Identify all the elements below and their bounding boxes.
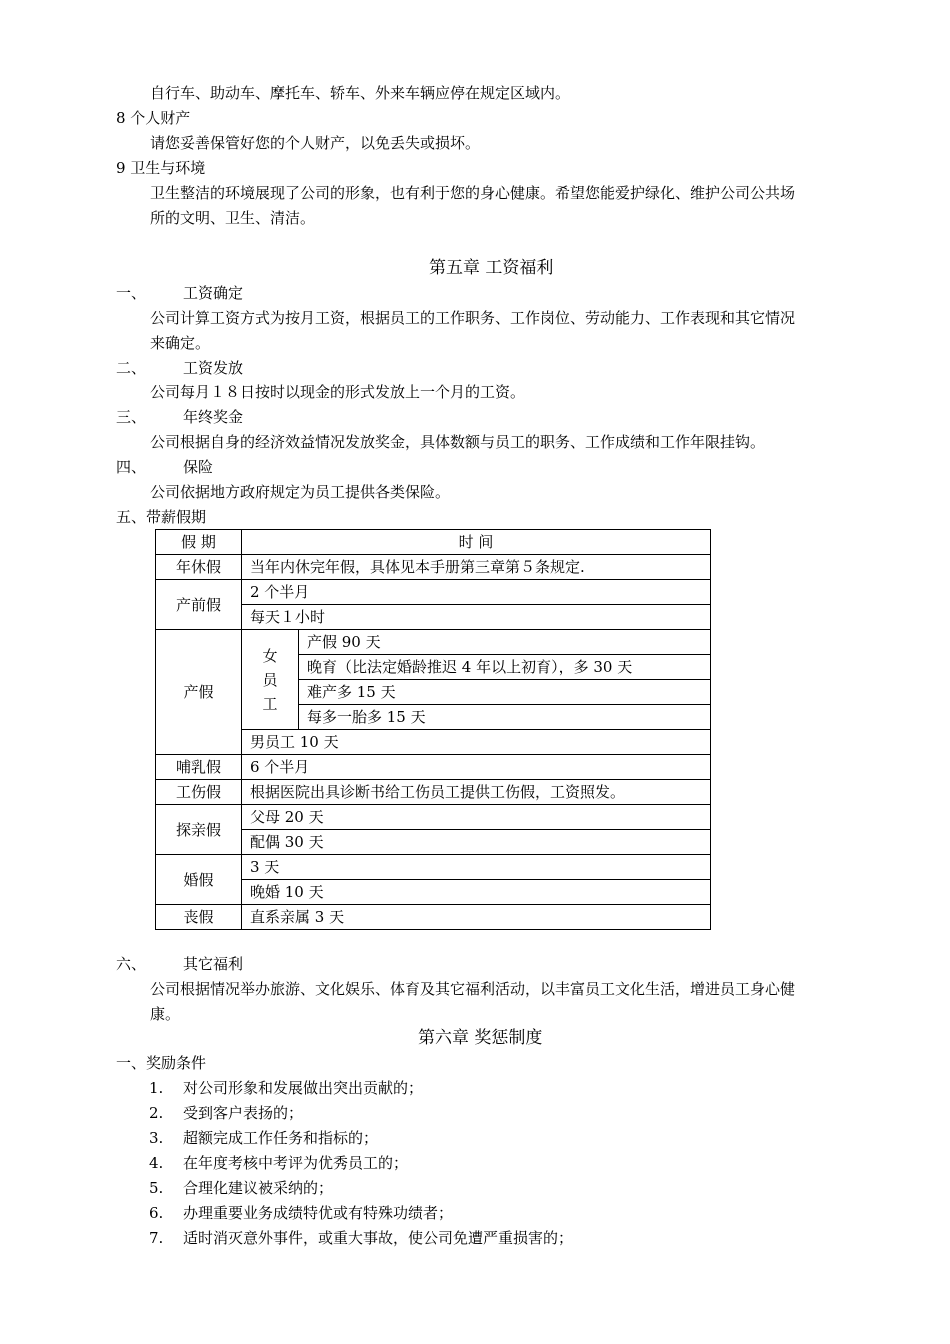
leave-injury-value: 根据医院出具诊断书给工伤员工提供工伤假，工资照发。 [242,780,711,805]
leave-marriage: 婚假 [156,855,242,905]
section-8-text: 请您妥善保管好您的个人财产，以免丢失或损坏。 [150,134,481,152]
reward-item: 在年度考核中考评为优秀员工的； [183,1154,409,1172]
paid-leave-table [155,529,711,930]
item-6-text-2: 康。 [150,1005,181,1023]
leave-family: 探亲假 [156,805,242,855]
leave-marriage-value-1: 3 天 [242,855,711,880]
maternity-value-3: 难产多 15 天 [299,680,711,705]
table-row [156,580,711,605]
item-2-number: 二、 [116,359,147,377]
item-1-number: 一、 [116,284,147,302]
table-row [156,630,711,655]
item-2-title: 工资发放 [183,359,244,377]
leave-prenatal: 产前假 [156,580,242,630]
reward-item-number: 1. [149,1079,164,1097]
item-2-text: 公司每月１８日按时以现金的形式发放上一个月的工资。 [150,383,526,401]
table-row [156,780,711,805]
maternity-value-4: 每多一胎多 15 天 [299,705,711,730]
leave-nursing-value: 6 个半月 [242,755,711,780]
reward-item: 受到客户表扬的； [183,1104,304,1122]
table-row [156,755,711,780]
item-6-title: 其它福利 [183,955,244,973]
maternity-value-2: 晚育（比法定婚龄推迟 4 年以上初育），多 30 天 [299,655,711,680]
leave-prenatal-value-2: 每天１小时 [242,605,711,630]
leave-family-value-2: 配偶 30 天 [242,830,711,855]
reward-item: 适时消灭意外事件，或重大事故，使公司免遭严重损害的； [183,1229,574,1247]
item-3-text: 公司根据自身的经济效益情况发放奖金，具体数额与员工的职务、工作成绩和工作年限挂钩。 [150,433,766,451]
table-header-row [156,530,711,555]
male-staff-value: 男员工 10 天 [242,730,711,755]
chapter-5-title: 第五章 工资福利 [429,258,554,278]
reward-item-number: 6. [149,1204,164,1222]
reward-item: 对公司形象和发展做出突出贡献的； [183,1079,424,1097]
maternity-value-1: 产假 90 天 [299,630,711,655]
item-4-title: 保险 [183,458,214,476]
table-row [156,805,711,830]
item-3-title: 年终奖金 [183,408,244,426]
reward-item: 办理重要业务成绩特优或有特殊功绩者； [183,1204,454,1222]
item-3-number: 三、 [116,408,147,426]
item-1-text-1: 公司计算工资方式为按月工资，根据员工的工作职务、工作岗位、劳动能力、工作表现和其它情况 [150,309,796,327]
leave-nursing: 哺乳假 [156,755,242,780]
leave-injury: 工伤假 [156,780,242,805]
item-5-title: 五、带薪假期 [116,508,207,526]
reward-item: 超额完成工作任务和指标的； [183,1129,379,1147]
reward-item-number: 3. [149,1129,164,1147]
leave-annual-value: 当年内休完年假，具体见本手册第三章第５条规定. [242,555,711,580]
item-6-number: 六、 [116,955,147,973]
table-row [156,555,711,580]
leave-funeral-value: 直系亲属 3 天 [242,905,711,930]
reward-conditions-title: 一、奖励条件 [116,1054,207,1072]
leave-prenatal-value-1: 2 个半月 [242,580,711,605]
header-leave: 假 期 [156,530,242,555]
table-row [156,855,711,880]
header-time: 时 间 [242,530,711,555]
item-1-text-2: 来确定。 [150,334,211,352]
reward-item-number: 4. [149,1154,164,1172]
leave-maternity: 产假 [156,630,242,755]
leave-annual: 年休假 [156,555,242,580]
female-staff-label: 女员工 [262,646,278,713]
item-6-text-1: 公司根据情况举办旅游、文化娱乐、体育及其它福利活动，以丰富员工文化生活，增进员工身心健 [150,980,796,998]
item-1-title: 工资确定 [183,284,244,302]
chapter-6-title: 第六章 奖惩制度 [418,1028,543,1048]
leave-marriage-value-2: 晚婚 10 天 [242,880,711,905]
section-9-text-1: 卫生整洁的环境展现了公司的形象，也有利于您的身心健康。希望您能爱护绿化、维护公司公共场 [150,184,796,202]
leave-funeral: 丧假 [156,905,242,930]
reward-item-number: 7. [149,1229,164,1247]
section-8-title: 8 个人财产 [116,109,191,127]
reward-item: 合理化建议被采纳的； [183,1179,334,1197]
item-4-text: 公司依据地方政府规定为员工提供各类保险。 [150,483,451,501]
leave-family-value-1: 父母 20 天 [242,805,711,830]
table-row [156,905,711,930]
section-9-text-2: 所的文明、卫生、清洁。 [150,209,316,227]
section-9-title: 9 卫生与环境 [116,159,206,177]
reward-item-number: 5. [149,1179,164,1197]
female-staff-cell [242,630,299,730]
reward-item-number: 2. [149,1104,164,1122]
parking-rule-text: 自行车、助动车、摩托车、轿车、外来车辆应停在规定区域内。 [150,84,571,102]
item-4-number: 四、 [116,458,147,476]
